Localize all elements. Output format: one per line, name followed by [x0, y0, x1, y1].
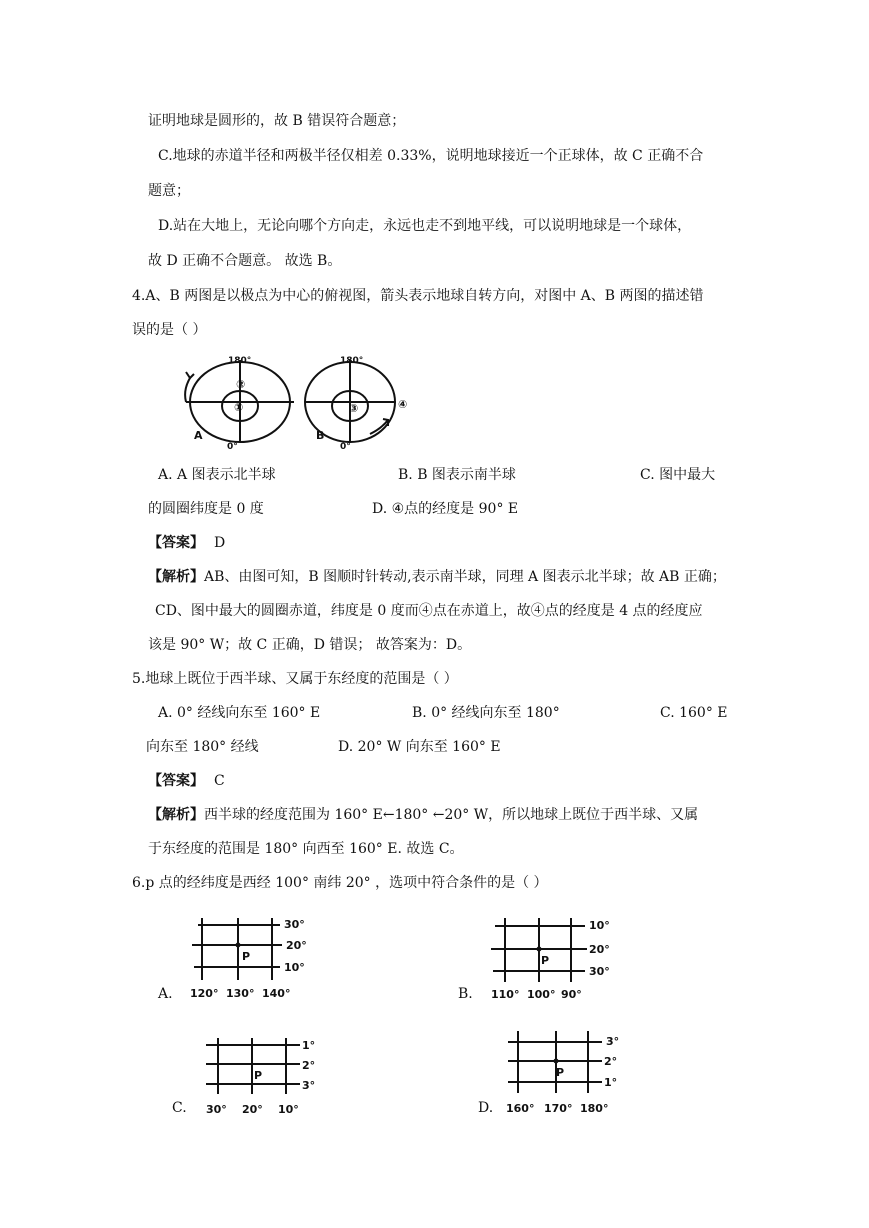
lon-label: 100° [527, 988, 556, 1001]
lat-label: 1° [604, 1076, 618, 1089]
fig-a-label-bottom: 0° [227, 442, 238, 452]
lat-label: 10° [284, 961, 305, 974]
q5-option-c: C. 160° E [660, 705, 728, 721]
figure-a-polar-view [180, 350, 300, 450]
q4-option-c-cont: 的圆圈纬度是 0 度 [148, 501, 264, 517]
lon-label: 130° [226, 987, 255, 1000]
lat-label: 20° [589, 943, 610, 956]
grid-c [200, 1030, 340, 1120]
q4-answer [148, 533, 225, 553]
q5-option-b: B. 0° 经线向东至 180° [412, 705, 560, 721]
fig-a-name: A [194, 429, 203, 442]
q6-option-c-label: C. [172, 1100, 187, 1116]
answer-value: C [214, 773, 225, 789]
q4-option-a: A. A 图表示北半球 [158, 467, 276, 483]
lon-label: 140° [262, 987, 291, 1000]
q3-line-2: C.地球的赤道半径和两极半径仅相差 0.33%，说明地球接近一个正球体，故 C 正确不合 [158, 148, 704, 164]
q4-option-b: B. B 图表示南半球 [398, 467, 516, 483]
lat-label: 10° [589, 919, 610, 932]
lon-label: 180° [580, 1102, 609, 1115]
q5-stem: 5.地球上既位于西半球、又属于东经度的范围是（ ） [132, 671, 458, 687]
q4-option-c: C. 图中最大 [640, 467, 716, 483]
point-p: P [254, 1069, 263, 1082]
lat-label: 1° [302, 1039, 316, 1052]
point-p: P [242, 950, 251, 963]
grid-b [485, 910, 645, 1002]
grid-a [180, 908, 340, 1000]
q3-line-5: 故 D 正确不合题意。 故选 B。 [148, 253, 342, 269]
q5-option-c-cont: 向东至 180° 经线 [146, 739, 259, 755]
analysis-text: 西半球的经度范围为 160° E←180° ←20° W，所以地球上既位于西半球、又属 [204, 807, 699, 823]
lat-label: 2° [302, 1059, 316, 1072]
lat-label: 20° [286, 939, 307, 952]
analysis-label: 【解析】 [148, 569, 204, 585]
q6-option-b-label: B. [458, 986, 473, 1002]
answer-label: 【答案】 [148, 773, 204, 789]
q4-analysis-3: 该是 90° W；故 C 正确，D 错误； 故答案为：D。 [148, 637, 472, 653]
fig-b-name: B [316, 429, 325, 442]
q3-line-4: D.站在大地上，无论向哪个方向走，永远也走不到地平线，可以说明地球是一个球体， [158, 218, 692, 234]
fig-a-mark-2: ② [236, 378, 246, 391]
lat-label: 2° [604, 1055, 618, 1068]
lon-label: 90° [561, 988, 582, 1001]
fig-b-mark-3: ③ [349, 402, 359, 415]
point-p: P [556, 1066, 565, 1079]
point-p: P [541, 954, 550, 967]
fig-b-label-top: 180° [340, 356, 364, 366]
answer-value: D [214, 535, 226, 551]
q6-option-a-label: A. [158, 986, 173, 1002]
fig-a-mark-1: ① [234, 401, 244, 414]
q3-line-1: 证明地球是圆形的，故 B 错误符合题意； [148, 113, 406, 129]
q5-answer [148, 771, 225, 791]
q6-option-d-label: D. [478, 1100, 494, 1116]
lon-label: 30° [206, 1103, 227, 1116]
figure-b-polar-view [300, 350, 420, 450]
lon-label: 170° [544, 1102, 573, 1115]
lon-label: 20° [242, 1103, 263, 1116]
q4-stem-1: 4.A、B 两图是以极点为中心的俯视图，箭头表示地球自转方向，对图中 A、B 两图的描述错 [132, 288, 704, 304]
analysis-label: 【解析】 [148, 807, 204, 823]
lon-label: 120° [190, 987, 219, 1000]
analysis-text: AB、由图可知，B 图顺时针转动,表示南半球，同理 A 图表示北半球；故 AB 正确； [204, 569, 726, 585]
fig-b-label-bottom: 0° [340, 442, 351, 452]
q4-analysis-2: CD、图中最大的圆圈赤道，纬度是 0 度而④点在赤道上，故④点的经度是 4 点的经度应 [155, 603, 703, 619]
lon-label: 110° [491, 988, 520, 1001]
q5-analysis-1 [148, 805, 698, 825]
q5-option-a: A. 0° 经线向东至 160° E [158, 705, 321, 721]
q4-stem-2: 误的是（ ） [132, 322, 207, 338]
fig-b-mark-4: ④ [398, 398, 408, 411]
lat-label: 3° [606, 1035, 620, 1048]
q5-option-d: D. 20° W 向东至 160° E [338, 739, 501, 755]
q5-analysis-2: 于东经度的范围是 180° 向西至 160° E. 故选 C。 [148, 841, 464, 857]
lat-label: 30° [284, 918, 305, 931]
lat-label: 30° [589, 965, 610, 978]
lat-label: 3° [302, 1079, 316, 1092]
q6-stem: 6.p 点的经纬度是西经 100° 南纬 20° ，选项中符合条件的是（ ） [132, 875, 548, 891]
lon-label: 160° [506, 1102, 535, 1115]
q4-option-d: D. ④点的经度是 90° E [372, 501, 519, 517]
lon-label: 10° [278, 1103, 299, 1116]
answer-label: 【答案】 [148, 535, 204, 551]
q4-analysis-1 [148, 567, 726, 587]
q3-line-3: 题意； [148, 183, 190, 199]
grid-d [500, 1025, 640, 1120]
fig-a-label-top: 180° [228, 356, 252, 366]
